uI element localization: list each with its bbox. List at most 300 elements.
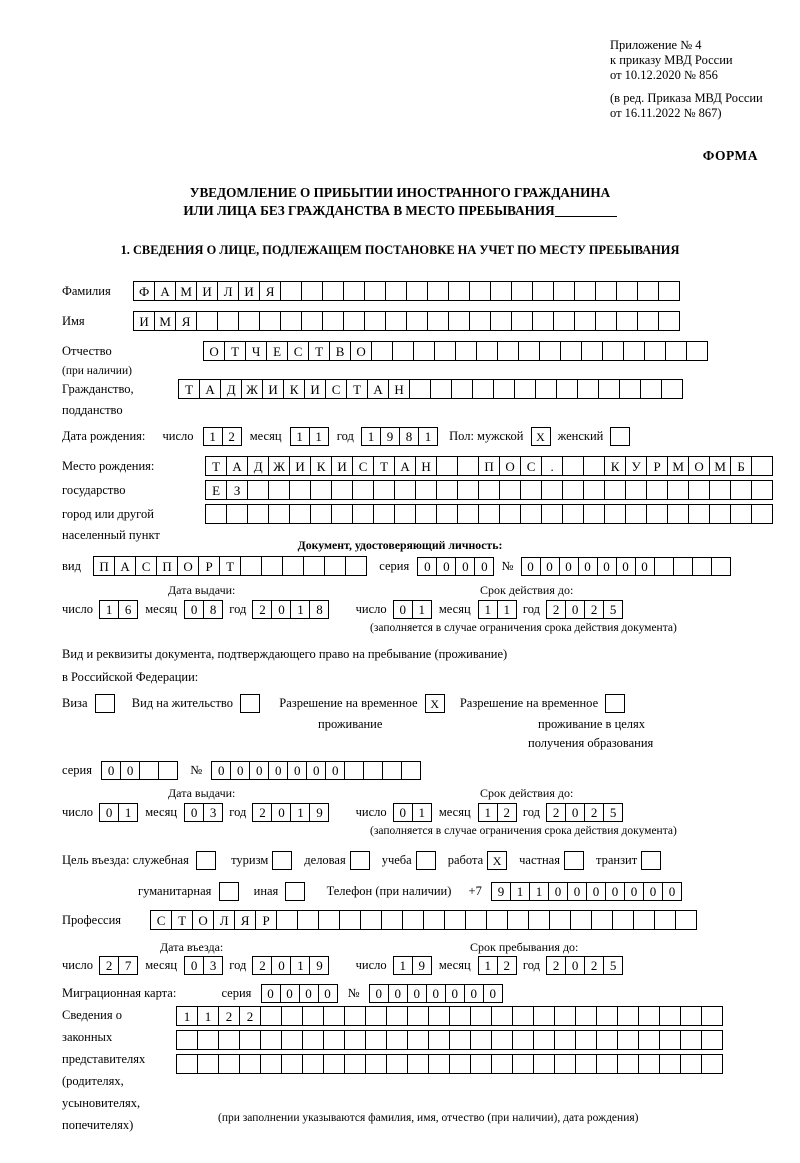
char-cell[interactable] <box>554 1006 576 1026</box>
char-cell[interactable] <box>247 504 269 524</box>
char-cell[interactable]: 7 <box>118 956 138 975</box>
char-cell[interactable] <box>331 480 353 500</box>
purpose-item-checkbox-2[interactable] <box>416 851 436 870</box>
char-cell[interactable]: 0 <box>597 557 617 576</box>
char-cell[interactable] <box>260 1030 282 1050</box>
char-cell[interactable]: П <box>156 556 178 576</box>
char-cell[interactable] <box>365 1006 387 1026</box>
char-cell[interactable]: 2 <box>584 956 604 975</box>
permit-valid-month-input[interactable] <box>478 803 516 822</box>
char-cell[interactable] <box>322 281 344 301</box>
char-cell[interactable]: Б <box>730 456 752 476</box>
char-cell[interactable] <box>490 281 512 301</box>
identity-series-input[interactable] <box>417 557 493 576</box>
char-cell[interactable]: 1 <box>529 882 549 901</box>
permit-edu-checkbox[interactable] <box>605 694 625 713</box>
char-cell[interactable]: 0 <box>586 882 606 901</box>
purpose-item-checkbox-1[interactable] <box>350 851 370 870</box>
char-cell[interactable]: М <box>667 456 689 476</box>
char-cell[interactable]: 1 <box>203 427 223 446</box>
char-cell[interactable]: 0 <box>287 761 307 780</box>
char-cell[interactable]: А <box>226 456 248 476</box>
char-cell[interactable]: К <box>283 379 305 399</box>
char-cell[interactable] <box>324 556 346 576</box>
char-cell[interactable] <box>448 281 470 301</box>
char-cell[interactable]: С <box>520 456 542 476</box>
char-cell[interactable] <box>449 1030 471 1050</box>
char-cell[interactable]: 1 <box>478 803 498 822</box>
char-cell[interactable]: 0 <box>624 882 644 901</box>
char-cell[interactable] <box>512 1006 534 1026</box>
char-cell[interactable] <box>486 910 508 930</box>
char-cell[interactable] <box>352 480 374 500</box>
char-cell[interactable] <box>575 1006 597 1026</box>
char-cell[interactable] <box>583 456 605 476</box>
char-cell[interactable] <box>541 504 563 524</box>
char-cell[interactable] <box>478 504 500 524</box>
char-cell[interactable]: 2 <box>218 1006 240 1026</box>
char-cell[interactable] <box>196 311 218 331</box>
char-cell[interactable]: 5 <box>603 803 623 822</box>
char-cell[interactable] <box>449 1054 471 1074</box>
char-cell[interactable]: 0 <box>249 761 269 780</box>
char-cell[interactable]: А <box>154 281 176 301</box>
name-input[interactable] <box>133 311 679 331</box>
char-cell[interactable] <box>539 341 561 361</box>
char-cell[interactable]: 3 <box>203 803 223 822</box>
char-cell[interactable] <box>574 311 596 331</box>
char-cell[interactable] <box>343 311 365 331</box>
char-cell[interactable] <box>617 1030 639 1050</box>
char-cell[interactable] <box>688 504 710 524</box>
char-cell[interactable] <box>680 1054 702 1074</box>
char-cell[interactable]: Т <box>224 341 246 361</box>
identity-issue-year-input[interactable] <box>252 600 328 619</box>
migration-series-input[interactable] <box>261 984 337 1003</box>
char-cell[interactable] <box>364 311 386 331</box>
char-cell[interactable] <box>297 910 319 930</box>
char-cell[interactable] <box>323 1054 345 1074</box>
char-cell[interactable] <box>667 480 689 500</box>
char-cell[interactable] <box>570 910 592 930</box>
char-cell[interactable]: 0 <box>184 600 204 619</box>
char-cell[interactable] <box>238 311 260 331</box>
char-cell[interactable] <box>533 1006 555 1026</box>
char-cell[interactable]: М <box>154 311 176 331</box>
char-cell[interactable] <box>604 504 626 524</box>
char-cell[interactable]: 1 <box>393 956 413 975</box>
char-cell[interactable] <box>499 504 521 524</box>
identity-number-input[interactable] <box>521 557 730 576</box>
char-cell[interactable] <box>318 910 340 930</box>
permit-issue-day-input[interactable] <box>99 803 137 822</box>
char-cell[interactable] <box>560 341 582 361</box>
char-cell[interactable]: 0 <box>565 803 585 822</box>
char-cell[interactable] <box>381 910 403 930</box>
char-cell[interactable] <box>428 1006 450 1026</box>
char-cell[interactable] <box>751 456 773 476</box>
entry-month-input[interactable] <box>184 956 222 975</box>
char-cell[interactable]: 0 <box>455 557 475 576</box>
purpose-item-checkbox-4[interactable] <box>564 851 584 870</box>
char-cell[interactable]: 0 <box>271 600 291 619</box>
char-cell[interactable] <box>532 281 554 301</box>
char-cell[interactable] <box>470 1006 492 1026</box>
char-cell[interactable]: П <box>93 556 115 576</box>
char-cell[interactable] <box>619 379 641 399</box>
purpose-service-checkbox[interactable] <box>196 851 216 870</box>
purpose-item-checkbox-0[interactable] <box>272 851 292 870</box>
char-cell[interactable] <box>574 281 596 301</box>
char-cell[interactable] <box>511 311 533 331</box>
birthplace-row-2-input[interactable] <box>205 480 772 500</box>
char-cell[interactable] <box>637 311 659 331</box>
char-cell[interactable]: Л <box>213 910 235 930</box>
legal-row-3-input[interactable] <box>176 1054 722 1074</box>
char-cell[interactable]: З <box>226 480 248 500</box>
char-cell[interactable] <box>520 504 542 524</box>
char-cell[interactable] <box>617 1054 639 1074</box>
char-cell[interactable] <box>625 504 647 524</box>
char-cell[interactable] <box>661 379 683 399</box>
char-cell[interactable] <box>339 910 361 930</box>
char-cell[interactable]: 1 <box>510 882 530 901</box>
legal-row-2-input[interactable] <box>176 1030 722 1050</box>
char-cell[interactable]: 1 <box>290 600 310 619</box>
char-cell[interactable] <box>692 557 712 576</box>
char-cell[interactable]: С <box>150 910 172 930</box>
char-cell[interactable] <box>512 1054 534 1074</box>
char-cell[interactable] <box>549 910 571 930</box>
char-cell[interactable] <box>281 1030 303 1050</box>
char-cell[interactable]: 1 <box>176 1006 198 1026</box>
char-cell[interactable] <box>415 504 437 524</box>
char-cell[interactable] <box>646 480 668 500</box>
char-cell[interactable] <box>654 910 676 930</box>
char-cell[interactable] <box>667 504 689 524</box>
char-cell[interactable] <box>616 281 638 301</box>
char-cell[interactable] <box>176 1030 198 1050</box>
char-cell[interactable] <box>423 910 445 930</box>
permit-temp-checkbox[interactable]: X <box>425 694 445 713</box>
char-cell[interactable] <box>511 281 533 301</box>
char-cell[interactable] <box>596 1054 618 1074</box>
char-cell[interactable]: Н <box>388 379 410 399</box>
char-cell[interactable] <box>665 341 687 361</box>
char-cell[interactable]: О <box>499 456 521 476</box>
char-cell[interactable]: 0 <box>436 557 456 576</box>
char-cell[interactable] <box>604 480 626 500</box>
char-cell[interactable] <box>394 480 416 500</box>
char-cell[interactable]: 0 <box>261 984 281 1003</box>
char-cell[interactable] <box>444 910 466 930</box>
identity-kind-input[interactable] <box>93 556 366 576</box>
char-cell[interactable] <box>373 480 395 500</box>
char-cell[interactable]: Р <box>646 456 668 476</box>
char-cell[interactable] <box>344 761 364 780</box>
char-cell[interactable] <box>302 1030 324 1050</box>
char-cell[interactable]: 0 <box>99 803 119 822</box>
char-cell[interactable] <box>301 311 323 331</box>
phone-input[interactable] <box>491 882 681 901</box>
char-cell[interactable]: Т <box>373 456 395 476</box>
char-cell[interactable]: 0 <box>540 557 560 576</box>
char-cell[interactable] <box>415 480 437 500</box>
char-cell[interactable]: 0 <box>299 984 319 1003</box>
char-cell[interactable] <box>451 379 473 399</box>
char-cell[interactable] <box>289 504 311 524</box>
char-cell[interactable]: 1 <box>361 427 381 446</box>
char-cell[interactable] <box>239 1030 261 1050</box>
char-cell[interactable] <box>365 1054 387 1074</box>
char-cell[interactable]: И <box>238 281 260 301</box>
char-cell[interactable] <box>402 910 424 930</box>
birthplace-row-1-input[interactable] <box>205 456 772 476</box>
char-cell[interactable]: 0 <box>271 956 291 975</box>
char-cell[interactable]: 0 <box>271 803 291 822</box>
char-cell[interactable] <box>562 456 584 476</box>
char-cell[interactable]: В <box>329 341 351 361</box>
char-cell[interactable]: Д <box>247 456 269 476</box>
permit-issue-year-input[interactable] <box>252 803 328 822</box>
char-cell[interactable]: С <box>325 379 347 399</box>
char-cell[interactable] <box>436 504 458 524</box>
char-cell[interactable] <box>407 1006 429 1026</box>
char-cell[interactable] <box>491 1006 513 1026</box>
char-cell[interactable] <box>373 504 395 524</box>
char-cell[interactable] <box>363 761 383 780</box>
stay-month-input[interactable] <box>478 956 516 975</box>
char-cell[interactable]: 0 <box>211 761 231 780</box>
char-cell[interactable] <box>602 341 624 361</box>
char-cell[interactable]: 0 <box>445 984 465 1003</box>
char-cell[interactable] <box>436 480 458 500</box>
char-cell[interactable]: 9 <box>491 882 511 901</box>
char-cell[interactable] <box>644 341 666 361</box>
char-cell[interactable] <box>385 281 407 301</box>
char-cell[interactable] <box>637 281 659 301</box>
char-cell[interactable] <box>701 1006 723 1026</box>
char-cell[interactable]: М <box>709 456 731 476</box>
legal-row-1-input[interactable] <box>176 1006 722 1026</box>
char-cell[interactable]: И <box>304 379 326 399</box>
char-cell[interactable]: Я <box>234 910 256 930</box>
sex-male-checkbox[interactable]: X <box>531 427 551 446</box>
char-cell[interactable] <box>448 311 470 331</box>
char-cell[interactable]: 0 <box>464 984 484 1003</box>
char-cell[interactable]: 3 <box>203 956 223 975</box>
char-cell[interactable] <box>512 1030 534 1050</box>
char-cell[interactable]: С <box>287 341 309 361</box>
char-cell[interactable]: 0 <box>318 984 338 1003</box>
char-cell[interactable]: О <box>192 910 214 930</box>
char-cell[interactable] <box>673 557 693 576</box>
char-cell[interactable]: 2 <box>252 803 272 822</box>
char-cell[interactable]: 0 <box>280 984 300 1003</box>
char-cell[interactable] <box>197 1030 219 1050</box>
citizenship-input[interactable] <box>178 379 682 399</box>
char-cell[interactable]: 0 <box>101 761 121 780</box>
char-cell[interactable]: 9 <box>380 427 400 446</box>
char-cell[interactable] <box>638 1006 660 1026</box>
char-cell[interactable]: Т <box>346 379 368 399</box>
char-cell[interactable] <box>507 910 529 930</box>
char-cell[interactable] <box>617 1006 639 1026</box>
char-cell[interactable] <box>659 1030 681 1050</box>
char-cell[interactable] <box>409 379 431 399</box>
char-cell[interactable]: 0 <box>230 761 250 780</box>
entry-day-input[interactable] <box>99 956 137 975</box>
char-cell[interactable] <box>434 341 456 361</box>
birth-year-input[interactable] <box>361 427 437 446</box>
char-cell[interactable]: 0 <box>268 761 288 780</box>
char-cell[interactable]: 0 <box>393 803 413 822</box>
char-cell[interactable]: К <box>604 456 626 476</box>
char-cell[interactable]: 9 <box>309 803 329 822</box>
char-cell[interactable] <box>581 341 603 361</box>
char-cell[interactable] <box>518 341 540 361</box>
char-cell[interactable] <box>658 281 680 301</box>
char-cell[interactable] <box>520 480 542 500</box>
char-cell[interactable] <box>470 1030 492 1050</box>
stay-day-input[interactable] <box>393 956 431 975</box>
char-cell[interactable] <box>406 311 428 331</box>
permit-valid-year-input[interactable] <box>546 803 622 822</box>
char-cell[interactable] <box>394 504 416 524</box>
char-cell[interactable]: Т <box>178 379 200 399</box>
birthplace-row-3-input[interactable] <box>205 504 772 524</box>
char-cell[interactable] <box>701 1030 723 1050</box>
identity-issue-day-input[interactable] <box>99 600 137 619</box>
char-cell[interactable] <box>413 341 435 361</box>
birth-month-input[interactable] <box>290 427 328 446</box>
char-cell[interactable] <box>260 1006 282 1026</box>
char-cell[interactable]: 0 <box>559 557 579 576</box>
char-cell[interactable]: Ч <box>245 341 267 361</box>
identity-valid-month-input[interactable] <box>478 600 516 619</box>
char-cell[interactable]: Т <box>171 910 193 930</box>
char-cell[interactable]: 0 <box>643 882 663 901</box>
char-cell[interactable] <box>478 480 500 500</box>
char-cell[interactable]: Е <box>266 341 288 361</box>
char-cell[interactable]: Е <box>205 480 227 500</box>
char-cell[interactable]: 1 <box>309 427 329 446</box>
char-cell[interactable]: 1 <box>497 600 517 619</box>
char-cell[interactable] <box>268 480 290 500</box>
char-cell[interactable]: И <box>262 379 284 399</box>
char-cell[interactable]: 1 <box>290 427 310 446</box>
char-cell[interactable] <box>247 480 269 500</box>
char-cell[interactable] <box>261 556 283 576</box>
purpose-item-checkbox-3[interactable]: X <box>487 851 507 870</box>
char-cell[interactable] <box>323 1006 345 1026</box>
char-cell[interactable] <box>553 281 575 301</box>
char-cell[interactable]: А <box>394 456 416 476</box>
char-cell[interactable] <box>382 761 402 780</box>
char-cell[interactable] <box>680 1006 702 1026</box>
char-cell[interactable] <box>658 311 680 331</box>
char-cell[interactable] <box>217 311 239 331</box>
char-cell[interactable] <box>751 480 773 500</box>
surname-input[interactable] <box>133 281 679 301</box>
char-cell[interactable]: 1 <box>412 600 432 619</box>
char-cell[interactable] <box>730 504 752 524</box>
char-cell[interactable] <box>583 504 605 524</box>
char-cell[interactable] <box>428 1030 450 1050</box>
char-cell[interactable] <box>280 311 302 331</box>
char-cell[interactable]: Ж <box>268 456 290 476</box>
char-cell[interactable]: 0 <box>388 984 408 1003</box>
char-cell[interactable]: 5 <box>603 600 623 619</box>
char-cell[interactable] <box>345 556 367 576</box>
char-cell[interactable] <box>371 341 393 361</box>
permit-issue-month-input[interactable] <box>184 803 222 822</box>
char-cell[interactable] <box>470 1054 492 1074</box>
char-cell[interactable] <box>623 341 645 361</box>
char-cell[interactable] <box>289 480 311 500</box>
char-cell[interactable] <box>301 281 323 301</box>
char-cell[interactable] <box>497 341 519 361</box>
char-cell[interactable]: У <box>625 456 647 476</box>
char-cell[interactable] <box>514 379 536 399</box>
char-cell[interactable] <box>591 910 613 930</box>
char-cell[interactable] <box>554 1054 576 1074</box>
char-cell[interactable] <box>176 1054 198 1074</box>
char-cell[interactable]: 0 <box>616 557 636 576</box>
char-cell[interactable]: 0 <box>474 557 494 576</box>
char-cell[interactable]: 6 <box>118 600 138 619</box>
char-cell[interactable]: 0 <box>635 557 655 576</box>
char-cell[interactable] <box>385 311 407 331</box>
char-cell[interactable]: 1 <box>197 1006 219 1026</box>
char-cell[interactable] <box>430 379 452 399</box>
purpose-other-checkbox[interactable] <box>285 882 305 901</box>
char-cell[interactable]: О <box>177 556 199 576</box>
char-cell[interactable] <box>344 1006 366 1026</box>
char-cell[interactable] <box>386 1030 408 1050</box>
char-cell[interactable]: 0 <box>306 761 326 780</box>
permit-series-input[interactable] <box>101 761 177 780</box>
char-cell[interactable] <box>595 281 617 301</box>
char-cell[interactable] <box>218 1030 240 1050</box>
char-cell[interactable]: Н <box>415 456 437 476</box>
char-cell[interactable]: Ж <box>241 379 263 399</box>
char-cell[interactable] <box>322 311 344 331</box>
char-cell[interactable] <box>575 1030 597 1050</box>
char-cell[interactable]: 0 <box>578 557 598 576</box>
char-cell[interactable] <box>491 1054 513 1074</box>
char-cell[interactable] <box>562 504 584 524</box>
char-cell[interactable] <box>556 379 578 399</box>
identity-issue-month-input[interactable] <box>184 600 222 619</box>
char-cell[interactable] <box>469 311 491 331</box>
char-cell[interactable]: 1 <box>412 803 432 822</box>
char-cell[interactable]: 2 <box>584 803 604 822</box>
char-cell[interactable]: 8 <box>309 600 329 619</box>
char-cell[interactable] <box>360 910 382 930</box>
char-cell[interactable]: 9 <box>412 956 432 975</box>
char-cell[interactable] <box>646 504 668 524</box>
char-cell[interactable] <box>616 311 638 331</box>
char-cell[interactable] <box>436 456 458 476</box>
char-cell[interactable]: 2 <box>497 956 517 975</box>
permit-number-input[interactable] <box>211 761 420 780</box>
char-cell[interactable] <box>427 311 449 331</box>
char-cell[interactable] <box>344 1054 366 1074</box>
char-cell[interactable] <box>331 504 353 524</box>
char-cell[interactable] <box>239 1054 261 1074</box>
char-cell[interactable] <box>595 311 617 331</box>
